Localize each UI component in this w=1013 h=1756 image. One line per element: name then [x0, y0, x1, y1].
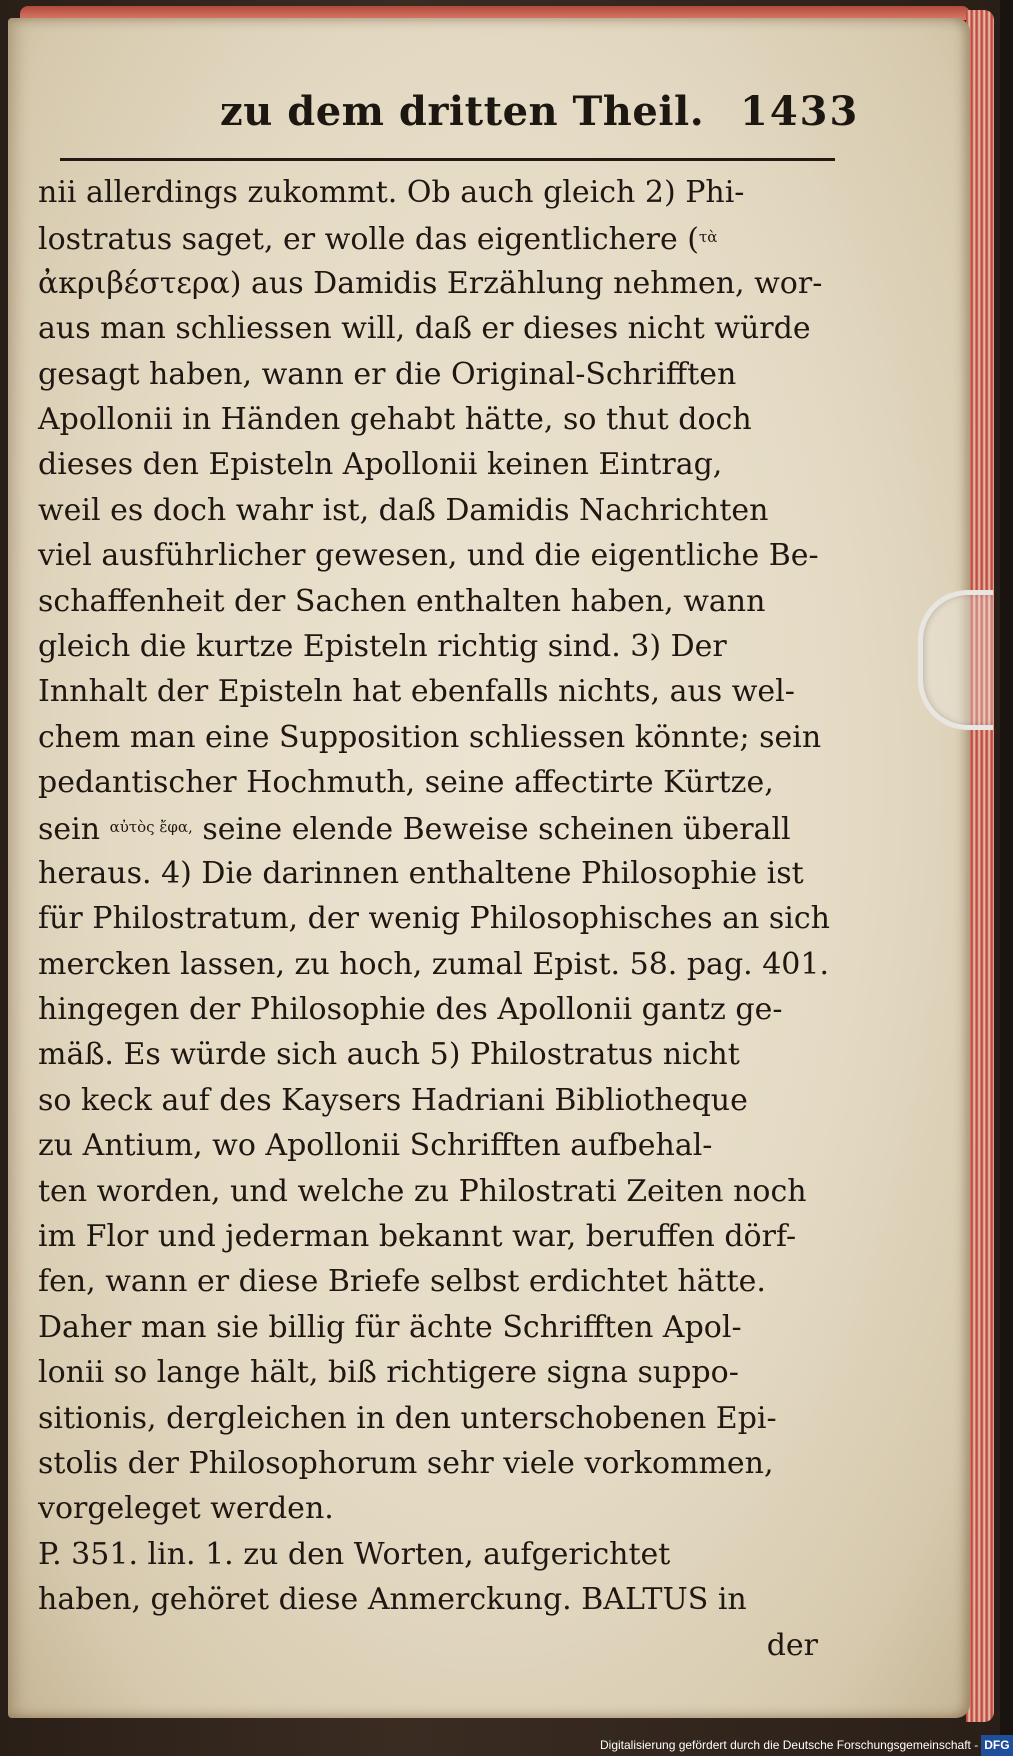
text-line: aus man schliessen will, daß er dieses nicht würde	[38, 311, 811, 347]
text-line: ten worden, und welche zu Philostrati Zeiten noch	[38, 1173, 807, 1209]
body-text	[38, 170, 838, 1668]
text-line: ἀκριβέστερα) aus Damidis Erzählung nehmen, wor-	[38, 265, 823, 301]
text-line: hingegen der Philosophie des Apollonii gantz ge-	[38, 992, 783, 1028]
text-line: pedantischer Hochmuth, seine affectirte Kürtze,	[38, 765, 774, 801]
scanner-clip	[918, 590, 993, 730]
text-line: gleich die kurtze Episteln richtig sind. 3) Der	[38, 628, 727, 664]
text-line: haben, gehöret diese Anmerckung. BALTUS in	[38, 1582, 747, 1618]
text-line: gesagt haben, wann er die Original-Schrifften	[38, 356, 737, 392]
text-line: weil es doch wahr ist, daß Damidis Nachrichten	[38, 492, 769, 528]
text-line: zu Antium, wo Apollonii Schrifften aufbehal-	[38, 1128, 713, 1164]
text-line: heraus. 4) Die darinnen enthaltene Philosophie ist	[38, 855, 804, 891]
catchword: der	[766, 1627, 818, 1663]
text-line: stolis der Philosophorum sehr viele vorkommen,	[38, 1445, 774, 1481]
text-line: viel ausführlicher gewesen, und die eigentliche Be-	[38, 538, 819, 574]
page-header	[60, 88, 860, 148]
text-line: lostratus saget, er wolle das eigentlichere ($^{\tau ὰ}$	[38, 222, 718, 258]
text-line: im Flor und jederman bekannt war, beruffen dörf-	[38, 1218, 797, 1254]
text-line: sein $^{\alpha ὐ\tau ὸ\varsigma ἔ\varphi\alpha,}$ seine elende Beweise scheinen überall	[38, 812, 791, 848]
text-line: sitionis, dergleichen in den unterschobenen Epi-	[38, 1400, 777, 1436]
text-line: mäß. Es würde sich auch 5) Philostratus nicht	[38, 1037, 740, 1073]
dfg-logo: DFG	[981, 1735, 1012, 1756]
text-line: P. 351. lin. 1. zu den Worten, aufgerichtet	[38, 1536, 671, 1572]
text-line: dieses den Episteln Apollonii keinen Eintrag,	[38, 447, 723, 483]
text-line: Daher man sie billig für ächte Schrifften Apol-	[38, 1309, 742, 1345]
greek-phrase: αὐτὸς ἔφα,	[109, 818, 193, 837]
text-line: mercken lassen, zu hoch, zumal Epist. 58. pag. 401.	[38, 946, 830, 982]
text-line: vorgeleget werden.	[38, 1491, 334, 1527]
text-line: fen, wann er diese Briefe selbst erdichtet hätte.	[38, 1264, 766, 1300]
text-line: nii allerdings zukommt. Ob auch gleich 2) Phi-	[38, 175, 745, 210]
greek-word: τὰ	[698, 228, 718, 247]
text-line: so keck auf des Kaysers Hadriani Bibliotheque	[38, 1082, 748, 1118]
text-line: Innhalt der Episteln hat ebenfalls nichts, aus wel-	[38, 674, 795, 710]
text-line: für Philostratum, der wenig Philosophisches an sich	[38, 901, 830, 937]
header-rule	[60, 158, 835, 161]
text-line: schaffenheit der Sachen enthalten haben, wann	[38, 583, 766, 619]
text-line: Apollonii in Händen gehabt hätte, so thut doch	[38, 401, 752, 437]
running-head: zu dem dritten Theil.	[220, 88, 705, 135]
page-number: 1433	[740, 88, 860, 135]
credit-text: Digitalisierung gefördert durch die Deutsche Forschungsgemeinschaft -	[600, 1738, 979, 1752]
text-line: lonii so lange hält, biß richtigere signa suppo-	[38, 1355, 739, 1391]
text-line: chem man eine Supposition schliessen könnte; sein	[38, 719, 822, 755]
digitization-credit	[600, 1735, 1010, 1756]
book-fore-edge	[966, 10, 994, 1722]
